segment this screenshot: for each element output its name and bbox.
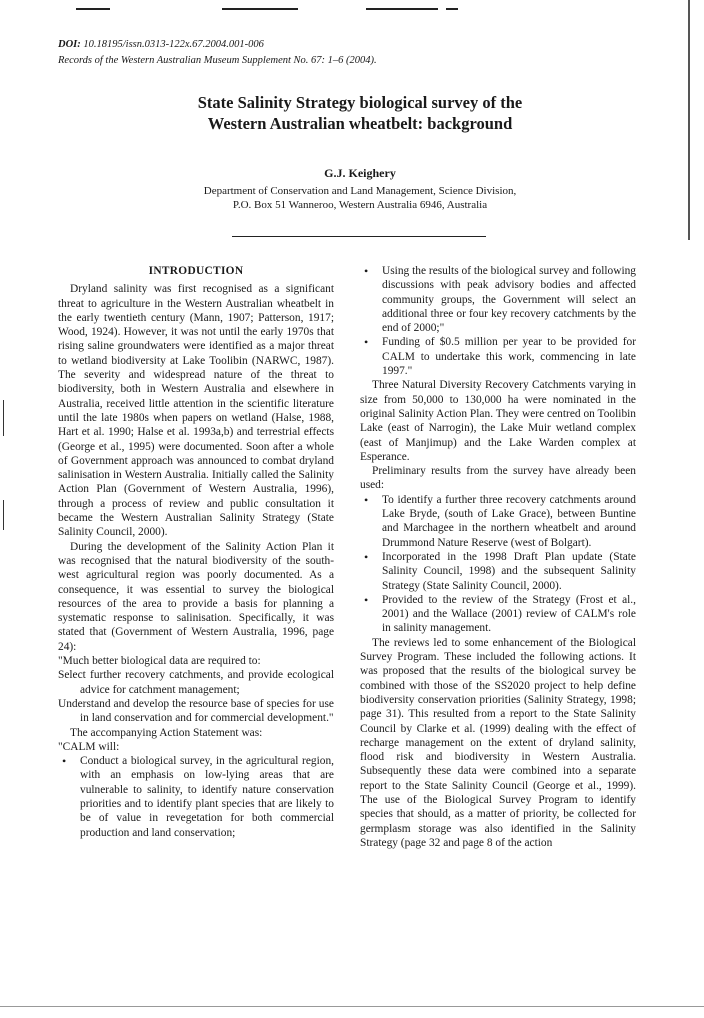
page-header [58,38,618,67]
doi-label: DOI: [58,39,81,50]
paragraph: "CALM will: [58,740,120,753]
list-item: • Using the results of the biological survey and following discussions with peak advisory bodies and affected community groups, the Government will select an additional three or four key recovery catchments by the end of 2000;" [360,264,636,335]
scan-mark [366,8,438,10]
title-divider [232,236,486,237]
right-column [360,264,636,850]
bullet-list [360,264,636,378]
paragraph: The accompanying Action Statement was: [70,726,263,739]
section-heading: INTRODUCTION [148,265,244,277]
journal-citation: Records of the Western Australian Museum Supplement No. 67: 1–6 (2004). [58,55,377,66]
author: G.J. Keighery [324,166,396,180]
list-item: • Conduct a biological survey, in the agricultural region, with an emphasis on low-lying areas that are vulnerable to salinity, to identify nature conservation priorities and to identify plant species that are likely to be of value in revegetation for both commercial production and land conservation; [58,754,334,840]
quote-line: "Much better biological data are required to: [58,655,261,668]
paragraph: Dryland salinity was first recognised as a significant threat to agriculture in the Western Australian wheatbelt in the early twentieth century (Mann, 1907; Patterson, 1917; Wood, 1924). However, it was not until the early 1970s that rising saline groundwaters were identified as a major threat to wetland biodiversity at Lake Toolibin (NARWC, 1987). The severity and widespread nature of the threat to biodiversity, both in Western Australia and elsewhere in Australia, received little attention in the scientific literature until the late 1980s when papers on wetland (Halse, 1988, Hart et al. 1990; Halse et al. 1993a,b) and terrestrial effects (George et al., 1995) were documented. Soon after a whole of Government approach was announced to combat dryland salinisation in Western Australia. Initially called the Salinity Action Plan (Government of Western Australia, 1996), through a process of review and public consultation it became the Western Australian Salinity Strategy (State Salinity Council, 2000). [58,283,334,539]
title-line-1: State Salinity Strategy biological survey of the [197,93,523,112]
scan-mark [76,8,110,10]
scan-mark [222,8,298,10]
quote-line: Select further recovery catchments, and provide ecological advice for catchment management; [58,669,334,696]
affiliation-line-2: P.O. Box 51 Wanneroo, Western Australia 6946, Australia [232,199,488,211]
left-column [58,264,334,840]
doi-line [58,38,618,51]
list-item: • Provided to the review of the Strategy (Frost et al., 2001) and the Wallace (2001) review of CALM's role in salinity management. [360,593,636,636]
title-line-2: Western Australian wheatbelt: background [207,114,513,133]
scan-edge [688,0,690,240]
list-item: • Funding of $0.5 million per year to be provided for CALM to undertake this work, commencing in late 1997." [360,335,636,378]
scan-mark [446,8,458,10]
paragraph: During the development of the Salinity Action Plan it was recognised that the natural biodiversity of the south-west agricultural region was poorly documented. As a consequence, it was essential to survey the biological resources of the area to provide a basis for planning a systematic response to salinisation. Specifically, it was stated that (Government of Western Australia, 1996, page 24): [58,540,334,653]
bullet-list [360,493,636,636]
doi-value: 10.18195/issn.0313-122x.67.2004.001-006 [83,39,264,50]
paragraph: Preliminary results from the survey have already been used: [360,465,636,492]
bullet-list [58,754,334,840]
scan-edge [3,500,4,530]
scan-edge [3,400,4,436]
scan-bottom-edge [0,1006,704,1007]
quote-line: Understand and develop the resource base of species for use in land conservation and for commercial development." [58,697,334,725]
paragraph: Three Natural Diversity Recovery Catchments varying in size from 50,000 to 130,000 ha were nominated in the original Salinity Action Plan. They were centred on Toolibin Lake (east of Narrogin), the Lake Muir wetland complex (east of Manjimup) and the Lake Warden complex at Esperance. [360,379,636,463]
list-item: • To identify a further three recovery catchments around Lake Bryde, (south of Lake Grace), between Buntine and Marchagee in the northern wheatbelt and around Drummond Nature Reserve (west of Bolgart). [360,493,636,550]
paper-title [90,92,630,134]
affiliation-line-1: Department of Conservation and Land Management, Science Division, [203,185,517,197]
list-item: • Incorporated in the 1998 Draft Plan update (State Salinity Council, 1998) and the subsequent Salinity Strategy (State Salinity Council, 2000). [360,550,636,593]
paragraph: The reviews led to some enhancement of the Biological Survey Program. These included the following actions. It was proposed that the results of the biological survey be combined with those of the SS2020 project to help define biodiversity conservation priorities (Salinity Strategy, 1998; page 31). This resulted from a report to the State Salinity Council by Clarke et al. (1999) dealing with the effect of recharge management on the extent of dryland salinity, flood risk and biodiversity in Western Australia. Subsequently these data were combined into a separate report to the State Salinity Council (George et al., 1999). The use of the Biological Survey Program to identify species that should, as a matter of priority, be collected for germplasm storage was also identified in the Salinity Strategy (page 32 and page 8 of the action [360,636,636,849]
affiliation [90,184,630,212]
